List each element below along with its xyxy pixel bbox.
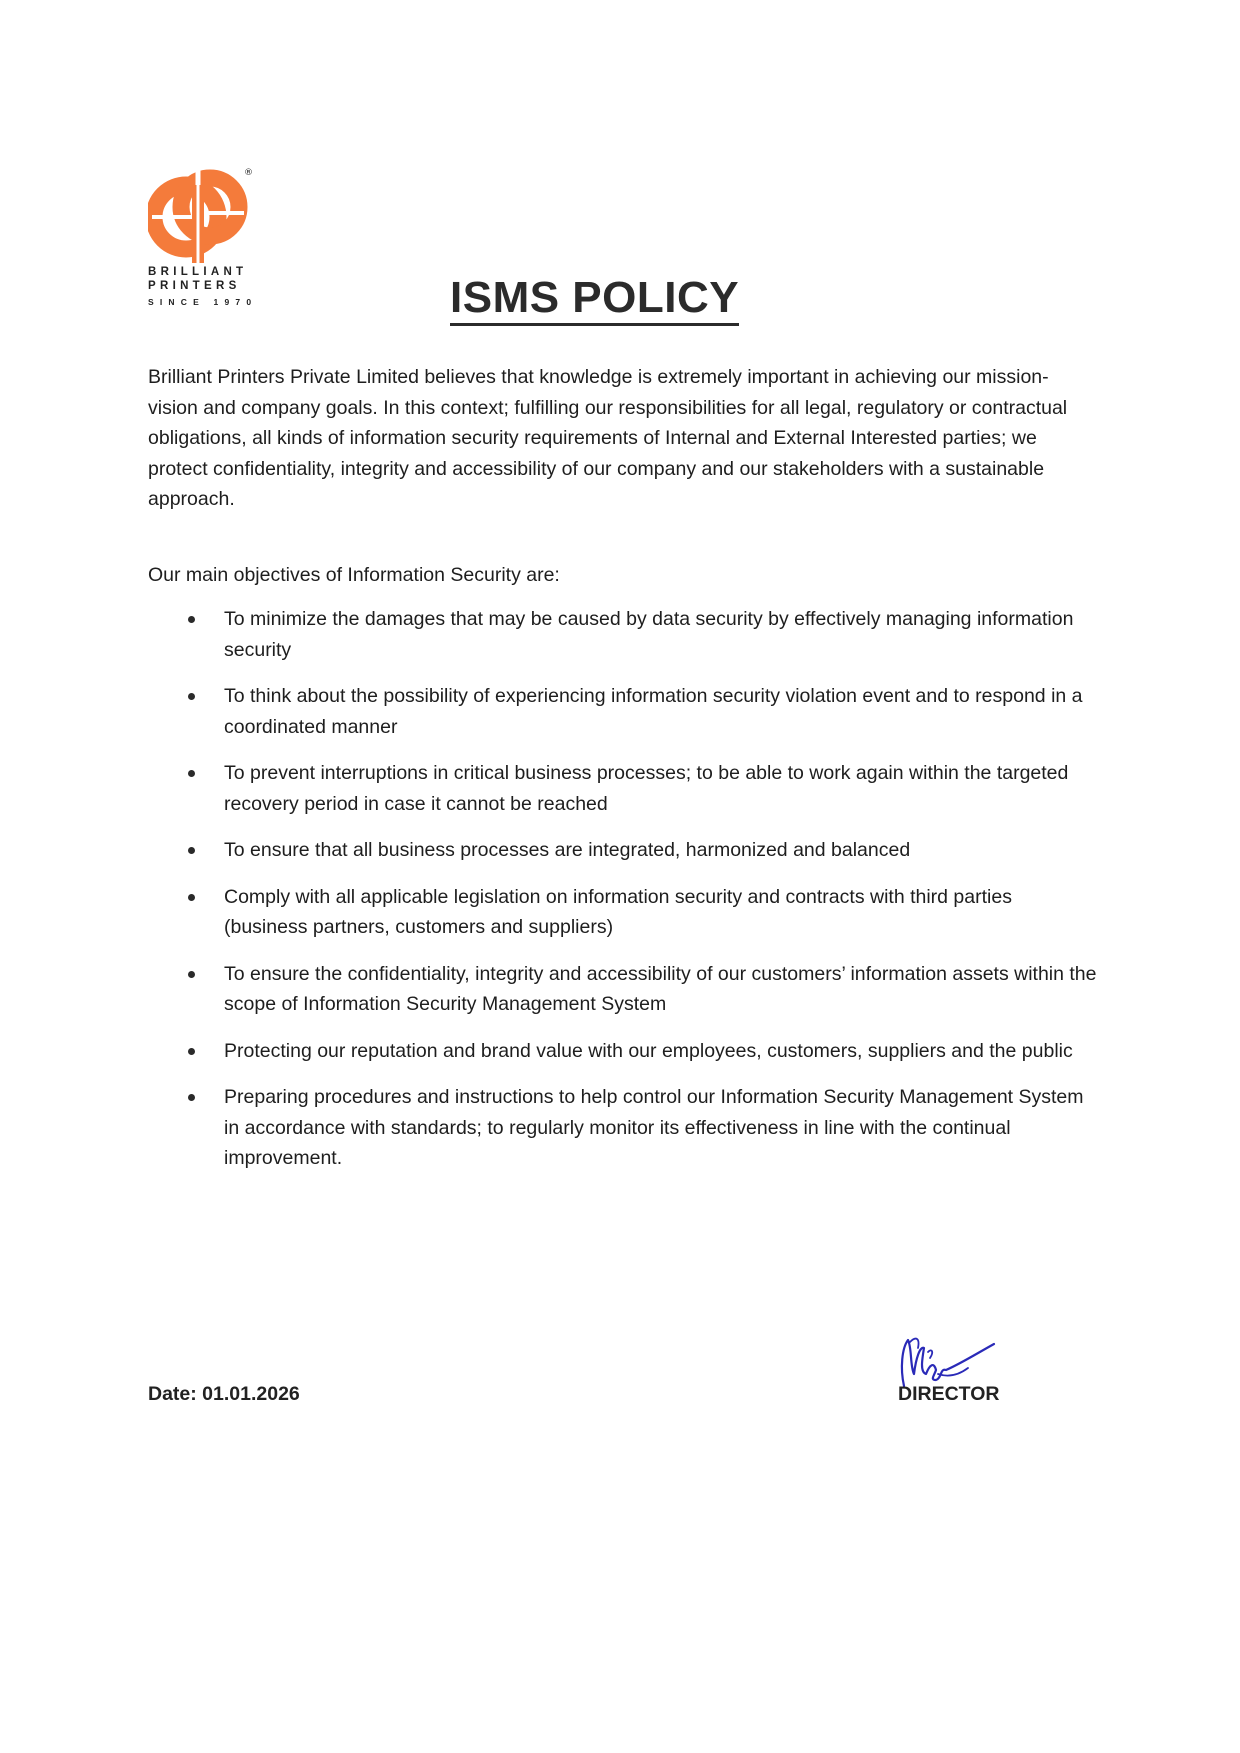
bullet-icon — [188, 971, 195, 978]
policy-date: Date: 01.01.2026 — [148, 1383, 300, 1405]
list-item — [148, 1036, 1098, 1067]
bullet-icon — [188, 1048, 195, 1055]
objective-text: To ensure that all business processes are integrated, harmonized and balanced — [224, 839, 911, 861]
bullet-icon — [188, 616, 195, 623]
bullet-icon — [188, 894, 195, 901]
list-item — [148, 959, 1098, 1020]
intro-paragraph: Brilliant Printers Private Limited believes that knowledge is extremely important in achieving our mission-vision and company goals. In this context; fulfilling our responsibilities for all legal, regulatory or contractual obligations, all kinds of information security requirements of Internal and External Interested parties; we protect confidentiality, integrity and accessibility of our company and our stakeholders with a sustainable approach. — [148, 366, 1068, 510]
objectives-heading: Our main objectives of Information Security are: — [148, 563, 560, 586]
logo-since: SINCE 1970 — [148, 296, 258, 307]
logo-name-line1: BRILLIANT — [148, 266, 248, 278]
list-item — [148, 758, 1098, 819]
bullet-icon — [188, 1094, 195, 1101]
list-item — [148, 835, 1098, 866]
objective-text: To think about the possibility of experiencing information security violation event and to respond in a coordinated manner — [224, 685, 1083, 738]
objectives-list — [148, 604, 1098, 1174]
bullet-icon — [188, 770, 195, 777]
objective-text: Protecting our reputation and brand value with our employees, customers, suppliers and the public — [224, 1039, 1073, 1062]
objective-text: To minimize the damages that may be caused by data security by effectively managing information security — [224, 608, 1074, 661]
objective-text: To prevent interruptions in critical business processes; to be able to work again within the targeted recovery period in case it cannot be reached — [224, 762, 1069, 815]
signatory-title: DIRECTOR — [898, 1383, 1000, 1405]
list-item — [148, 1082, 1098, 1174]
policy-body — [148, 362, 1098, 1190]
objective-text: Comply with all applicable legislation on information security and contracts with third parties (business partners, customers and suppliers) — [224, 885, 1012, 938]
bullet-icon — [188, 693, 195, 700]
page-title: ISMS POLICY — [450, 275, 739, 326]
bp-logo-mark-icon — [148, 165, 258, 265]
objective-text: To ensure the confidentiality, integrity and accessibility of our customers’ information assets within the scope of Information Security Management System — [224, 962, 1097, 1015]
list-item — [148, 882, 1098, 943]
company-logo — [148, 165, 268, 307]
registered-mark: ® — [244, 168, 253, 178]
bullet-icon — [188, 847, 195, 854]
list-item — [148, 604, 1098, 665]
list-item — [148, 681, 1098, 742]
objective-text: Preparing procedures and instructions to help control our Information Security Management System in accordance with standards; to regularly monitor its effectiveness in line with the continual improvement. — [224, 1086, 1084, 1169]
logo-name-line2: PRINTERS — [148, 280, 241, 293]
